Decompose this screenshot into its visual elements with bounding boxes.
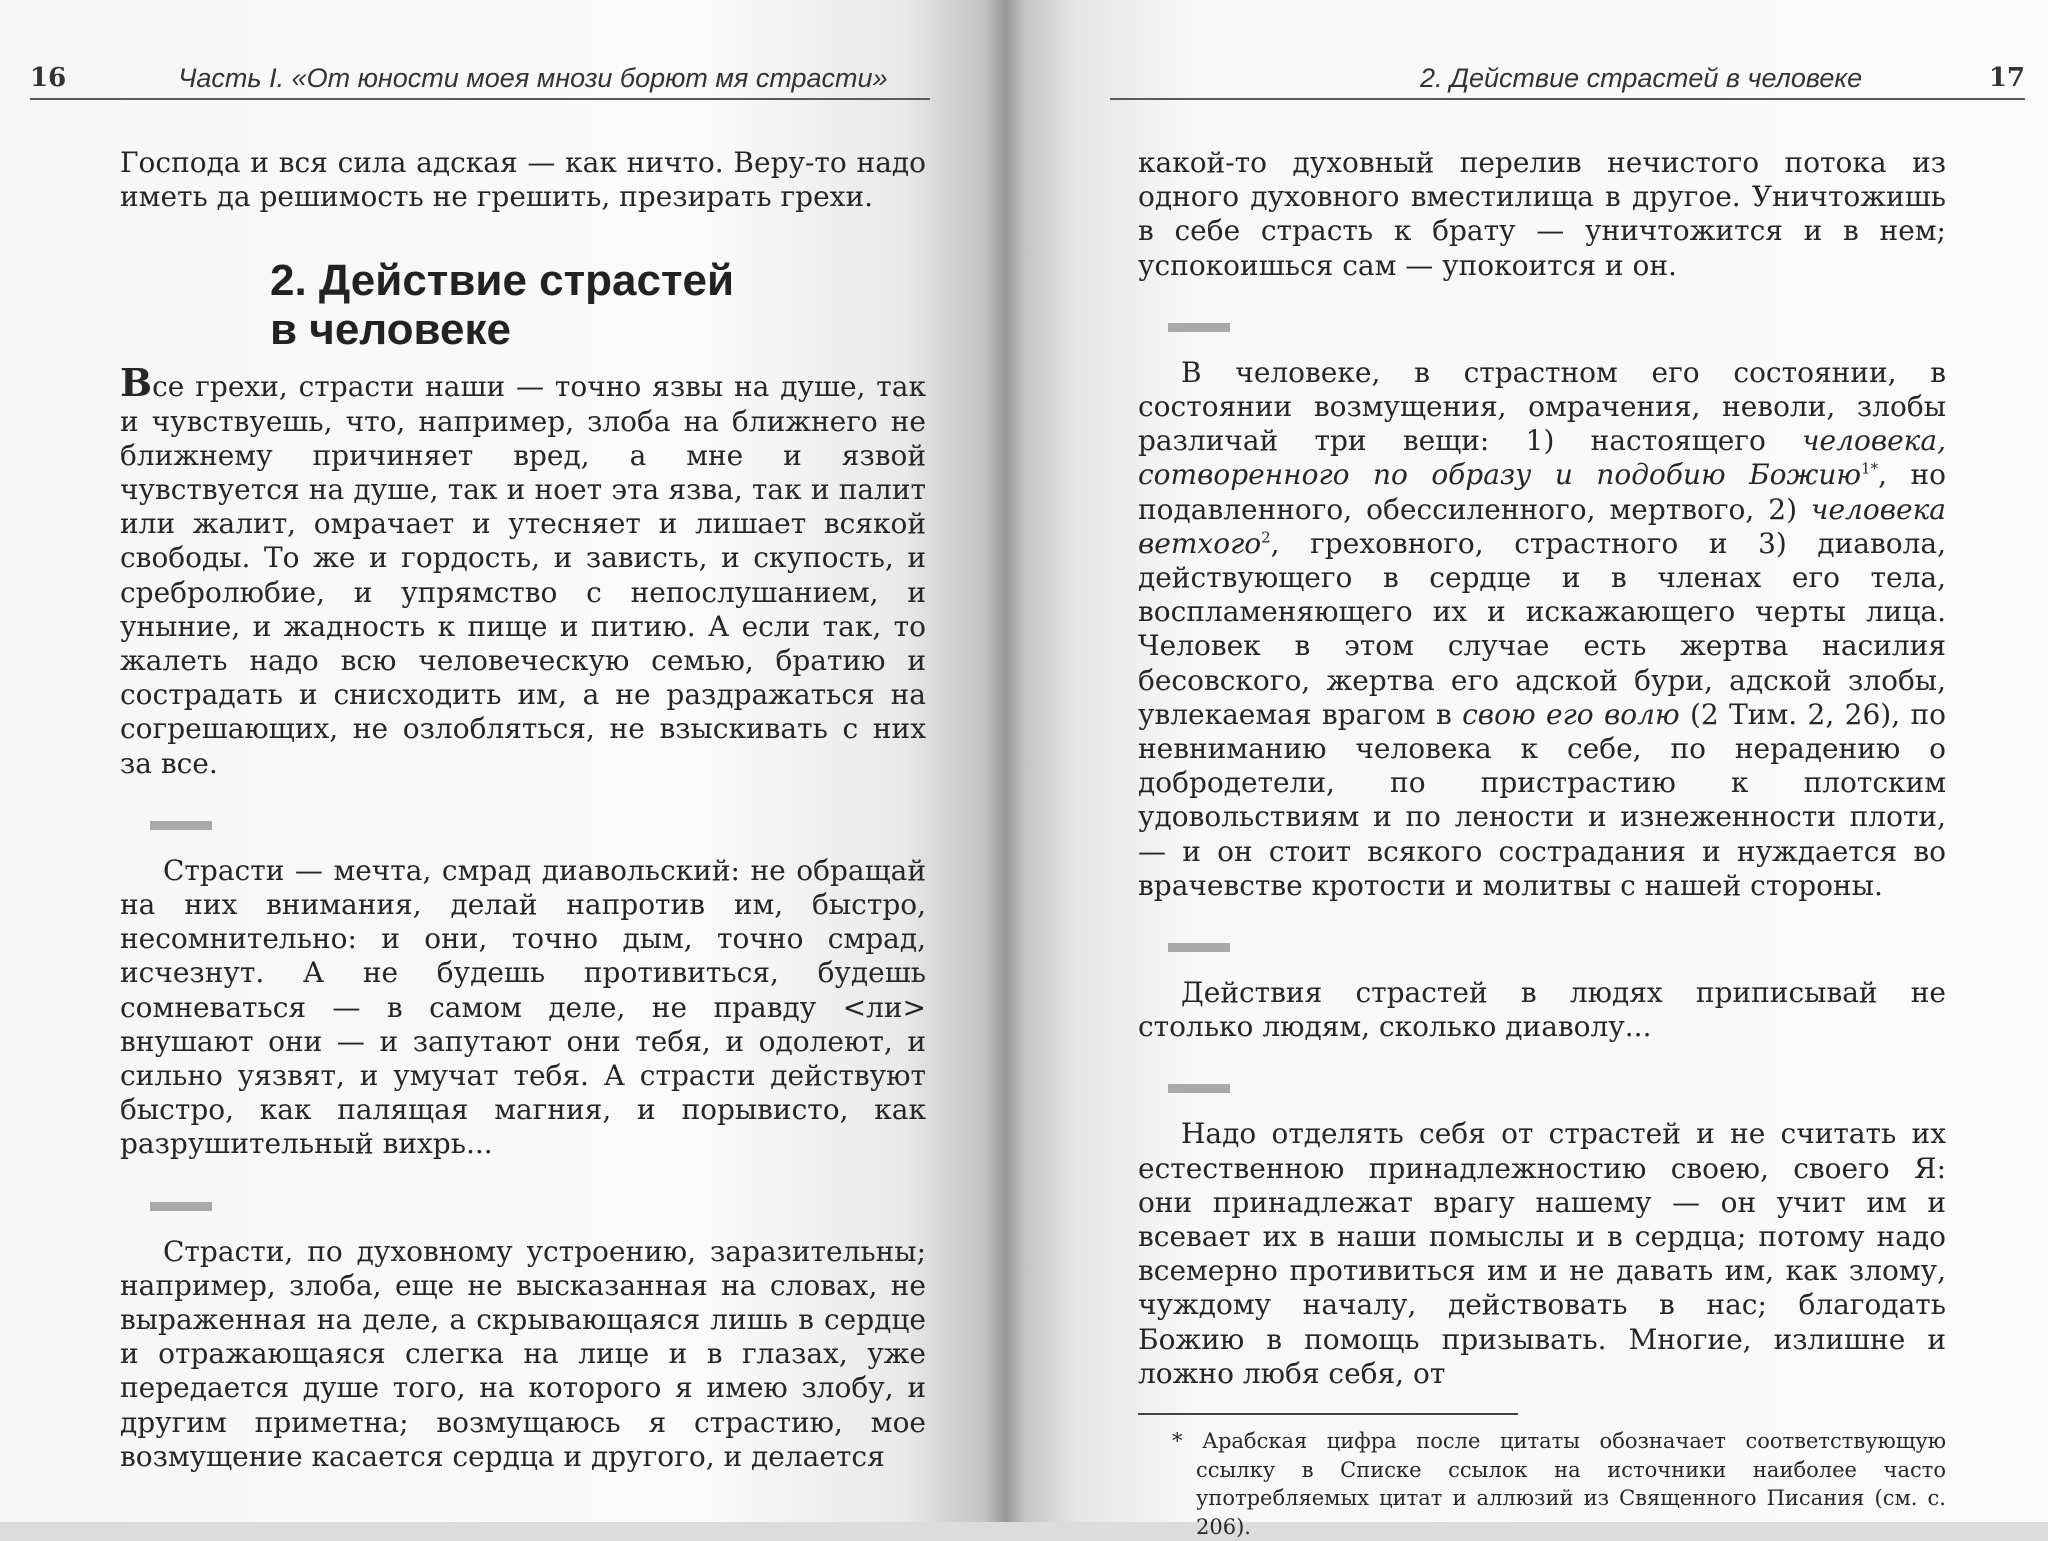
paragraph-4: В человеке, в страстном его состоянии, в состоянии возмущения, омрачения, неволи, злобы различай три вещи: 1) настоящего человека, сотворенного по образу и подобию Божию$^{1*}$, но подавленного, обессиленного, мертвого, 2) человека ветхого$^2$, греховного, страстного и 3) диавола, действующего в сердце и в членах его тела, воспламеняющего их и искажающего черты лица. Человек в этом случае есть жертва насилия бесовского, жертва его адской бури, адской злобы, увлекаемая врагом в свою его волю (2 Тим. 2, 26), по невниманию человека к себе, по нерадению о добродетели, по пристрастию к плотским удовольствиям и по лености и изнеженности плоти, — и он стоит всякого сострадания и нуждается во врачевстве кротости и молитвы с нашей стороны. bbox=[1138, 355, 1946, 902]
right-running-head bbox=[1110, 58, 2025, 100]
paragraph-2: Страсти — мечта, смрад диавольский: не обращай на них внимания, делай напротив им, быстро, несомнительно: и они, точно дым, точно смрад, исчезнут. А не будешь противиться, будешь сомневаться — в самом деле, не правду <ли> внушают они — и запутают они тебя, и одолеют, и сильно уязвят, и умучат тебя. А страсти действуют быстро, как палящая магния, и порывисто, как разрушительный вихрь... bbox=[120, 853, 926, 1161]
section-title: 2. Действие страстей в человеке bbox=[270, 256, 735, 355]
left-page bbox=[0, 0, 1005, 1522]
left-column bbox=[120, 146, 926, 1474]
citation-marker: 1* bbox=[1861, 460, 1879, 479]
footnote-rule bbox=[1138, 1413, 1518, 1415]
running-head-title: 2. Действие страстей в человеке bbox=[1420, 62, 1863, 93]
paragraph-1: Все грехи, страсти наши — точно язвы на душе, так и чувствуешь, что, например, злоба на ближнего не ближнему причиняет вред, а мне и язвой чувствуется на душе, так и ноет эта язва, так и палит или жалит, омрачает и утесняет и лишает всякой свободы. То же и гордость, и зависть, и скупость, и сребролюбие, и упрямство с непослушанием, и уныние, и жадность к пище и питию. А если так, то жалеть надо всю человеческую семью, братию и сострадать и снисходить им, а не раздражаться на согрешающих, не озлобляться, не взыскивать с них за все. bbox=[120, 360, 926, 780]
paragraph-6: Надо отделять себя от страстей и не считать их естественною принадлежностию своею, своего Я: они принадлежат врагу нашему — он учит им и всевает их в наши помыслы и в сердца; потому надо всемерно противиться им и не давать им, как злому, чуждому началу, действовать в нас; благодать Божию в помощь призывать. Многие, излишне и ложно любя себя, от bbox=[1138, 1117, 1946, 1390]
left-running-head bbox=[30, 58, 930, 100]
running-head-title: Часть I. «От юности моея мнози борют мя страсти» bbox=[178, 62, 888, 93]
section-divider bbox=[1168, 323, 1230, 332]
citation-marker: 2 bbox=[1261, 528, 1271, 547]
right-column bbox=[1138, 146, 1946, 1541]
footnote: * Арабская цифра после цитаты обозначает соответствующую ссылку в Списке ссылок на источники наиболее часто употребляемых цитат и аллюзий из Священного Писания (см. с. 206). bbox=[1172, 1429, 1946, 1539]
page-number: 17 bbox=[1988, 63, 2025, 93]
section-divider bbox=[150, 1202, 212, 1211]
paragraph-3: Страсти, по духовному устроению, заразительны; например, злоба, еще не высказанная на словах, не выраженная на деле, а скрывающаяся лишь в сердце и отражающаяся слегка на лице и в глазах, уже передается душе того, на которого я имею злобу, и другим приметна; возмущаюсь я страстию, мое возмущение касается сердца и другого, и делается bbox=[120, 1234, 926, 1473]
paragraph-5: Действия страстей в людях приписывай не столько людям, сколько диаволу... bbox=[1138, 976, 1946, 1044]
section-divider bbox=[1168, 1084, 1230, 1093]
paragraph-continued: какой-то духовный перелив нечистого потока из одного духовного вместилища в другое. Уничтожишь в себе страсть к брату — уничтожится и в нем; успокоишься сам — упокоится и он. bbox=[1138, 146, 1946, 282]
paragraph-continued: Господа и вся сила адская — как ничто. Веру-то надо иметь да решимость не грешить, презирать грехи. bbox=[120, 146, 926, 214]
section-divider bbox=[1168, 943, 1230, 952]
right-page bbox=[1005, 0, 2048, 1539]
drop-cap: В bbox=[120, 360, 153, 406]
page-number: 16 bbox=[30, 63, 67, 93]
section-divider bbox=[150, 821, 212, 830]
